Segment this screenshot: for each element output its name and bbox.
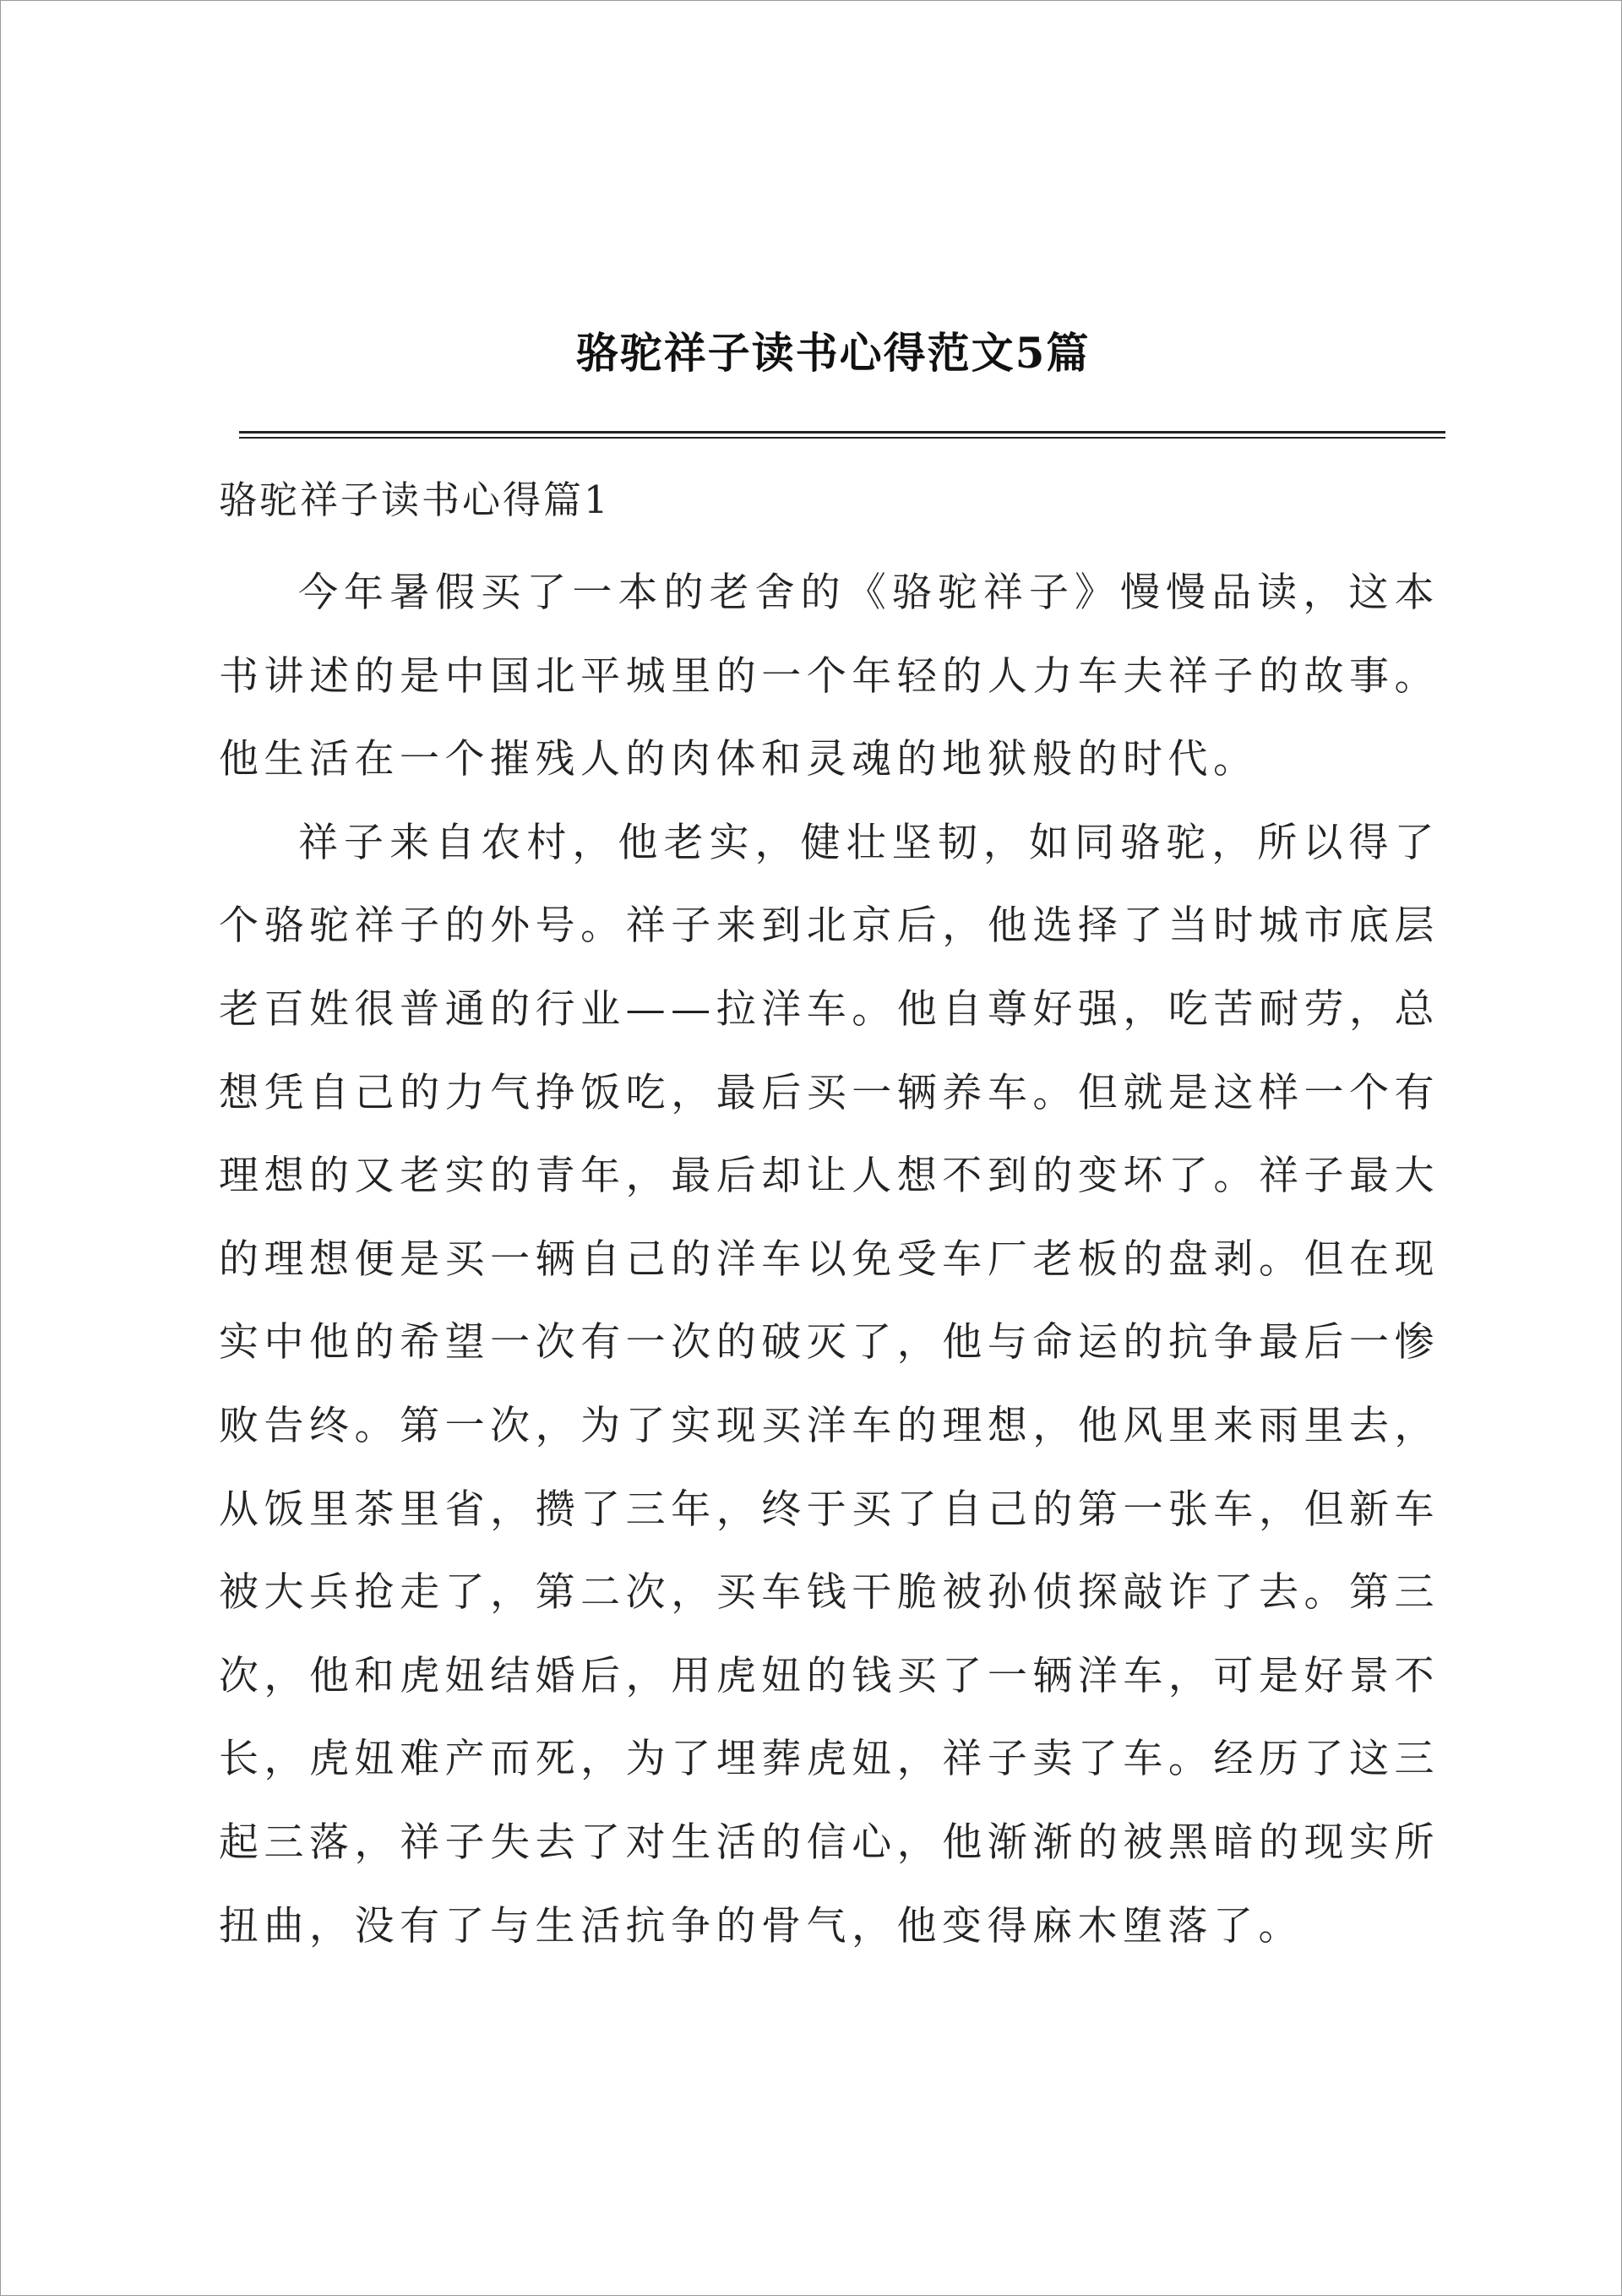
body-text <box>219 552 1440 1968</box>
section-heading: 骆驼祥子读书心得篇1 <box>219 477 611 522</box>
title-divider <box>239 431 1445 439</box>
paragraph: 祥子来自农村，他老实，健壮坚韧，如同骆驼，所以得了个骆驼祥子的外号。祥子来到北京后，他选择了当时城市底层老百姓很普通的行业——拉洋车。他自尊好强，吃苦耐劳，总想凭自己的力气挣饭吃，最后买一辆养车。但就是这样一个有理想的又老实的青年，最后却让人想不到的变坏了。祥子最大的理想便是买一辆自己的洋车以免受车厂老板的盘剥。但在现实中他的希望一次有一次的破灭了，他与命运的抗争最后一惨败告终。第一次，为了实现买洋车的理想，他风里来雨里去，从饭里茶里省，攒了三年，终于买了自己的第一张车，但新车被大兵抢走了，第二次，买车钱干脆被孙侦探敲诈了去。第三次，他和虎妞结婚后，用虎妞的钱买了一辆洋车，可是好景不长，虎妞难产而死，为了埋葬虎妞，祥子卖了车。经历了这三起三落，祥子失去了对生活的信心，他渐渐的被黑暗的现实所扭曲，没有了与生活抗争的骨气，他变得麻木堕落了。 <box>219 819 1440 1950</box>
document-title: 骆驼祥子读书心得范文5篇 <box>575 328 1091 378</box>
paragraph: 今年暑假买了一本的老舍的《骆驼祥子》慢慢品读，这本书讲述的是中国北平城里的一个年轻的人力车夫祥子的故事。他生活在一个摧残人的肉体和灵魂的地狱般的时代。 <box>219 570 1440 783</box>
